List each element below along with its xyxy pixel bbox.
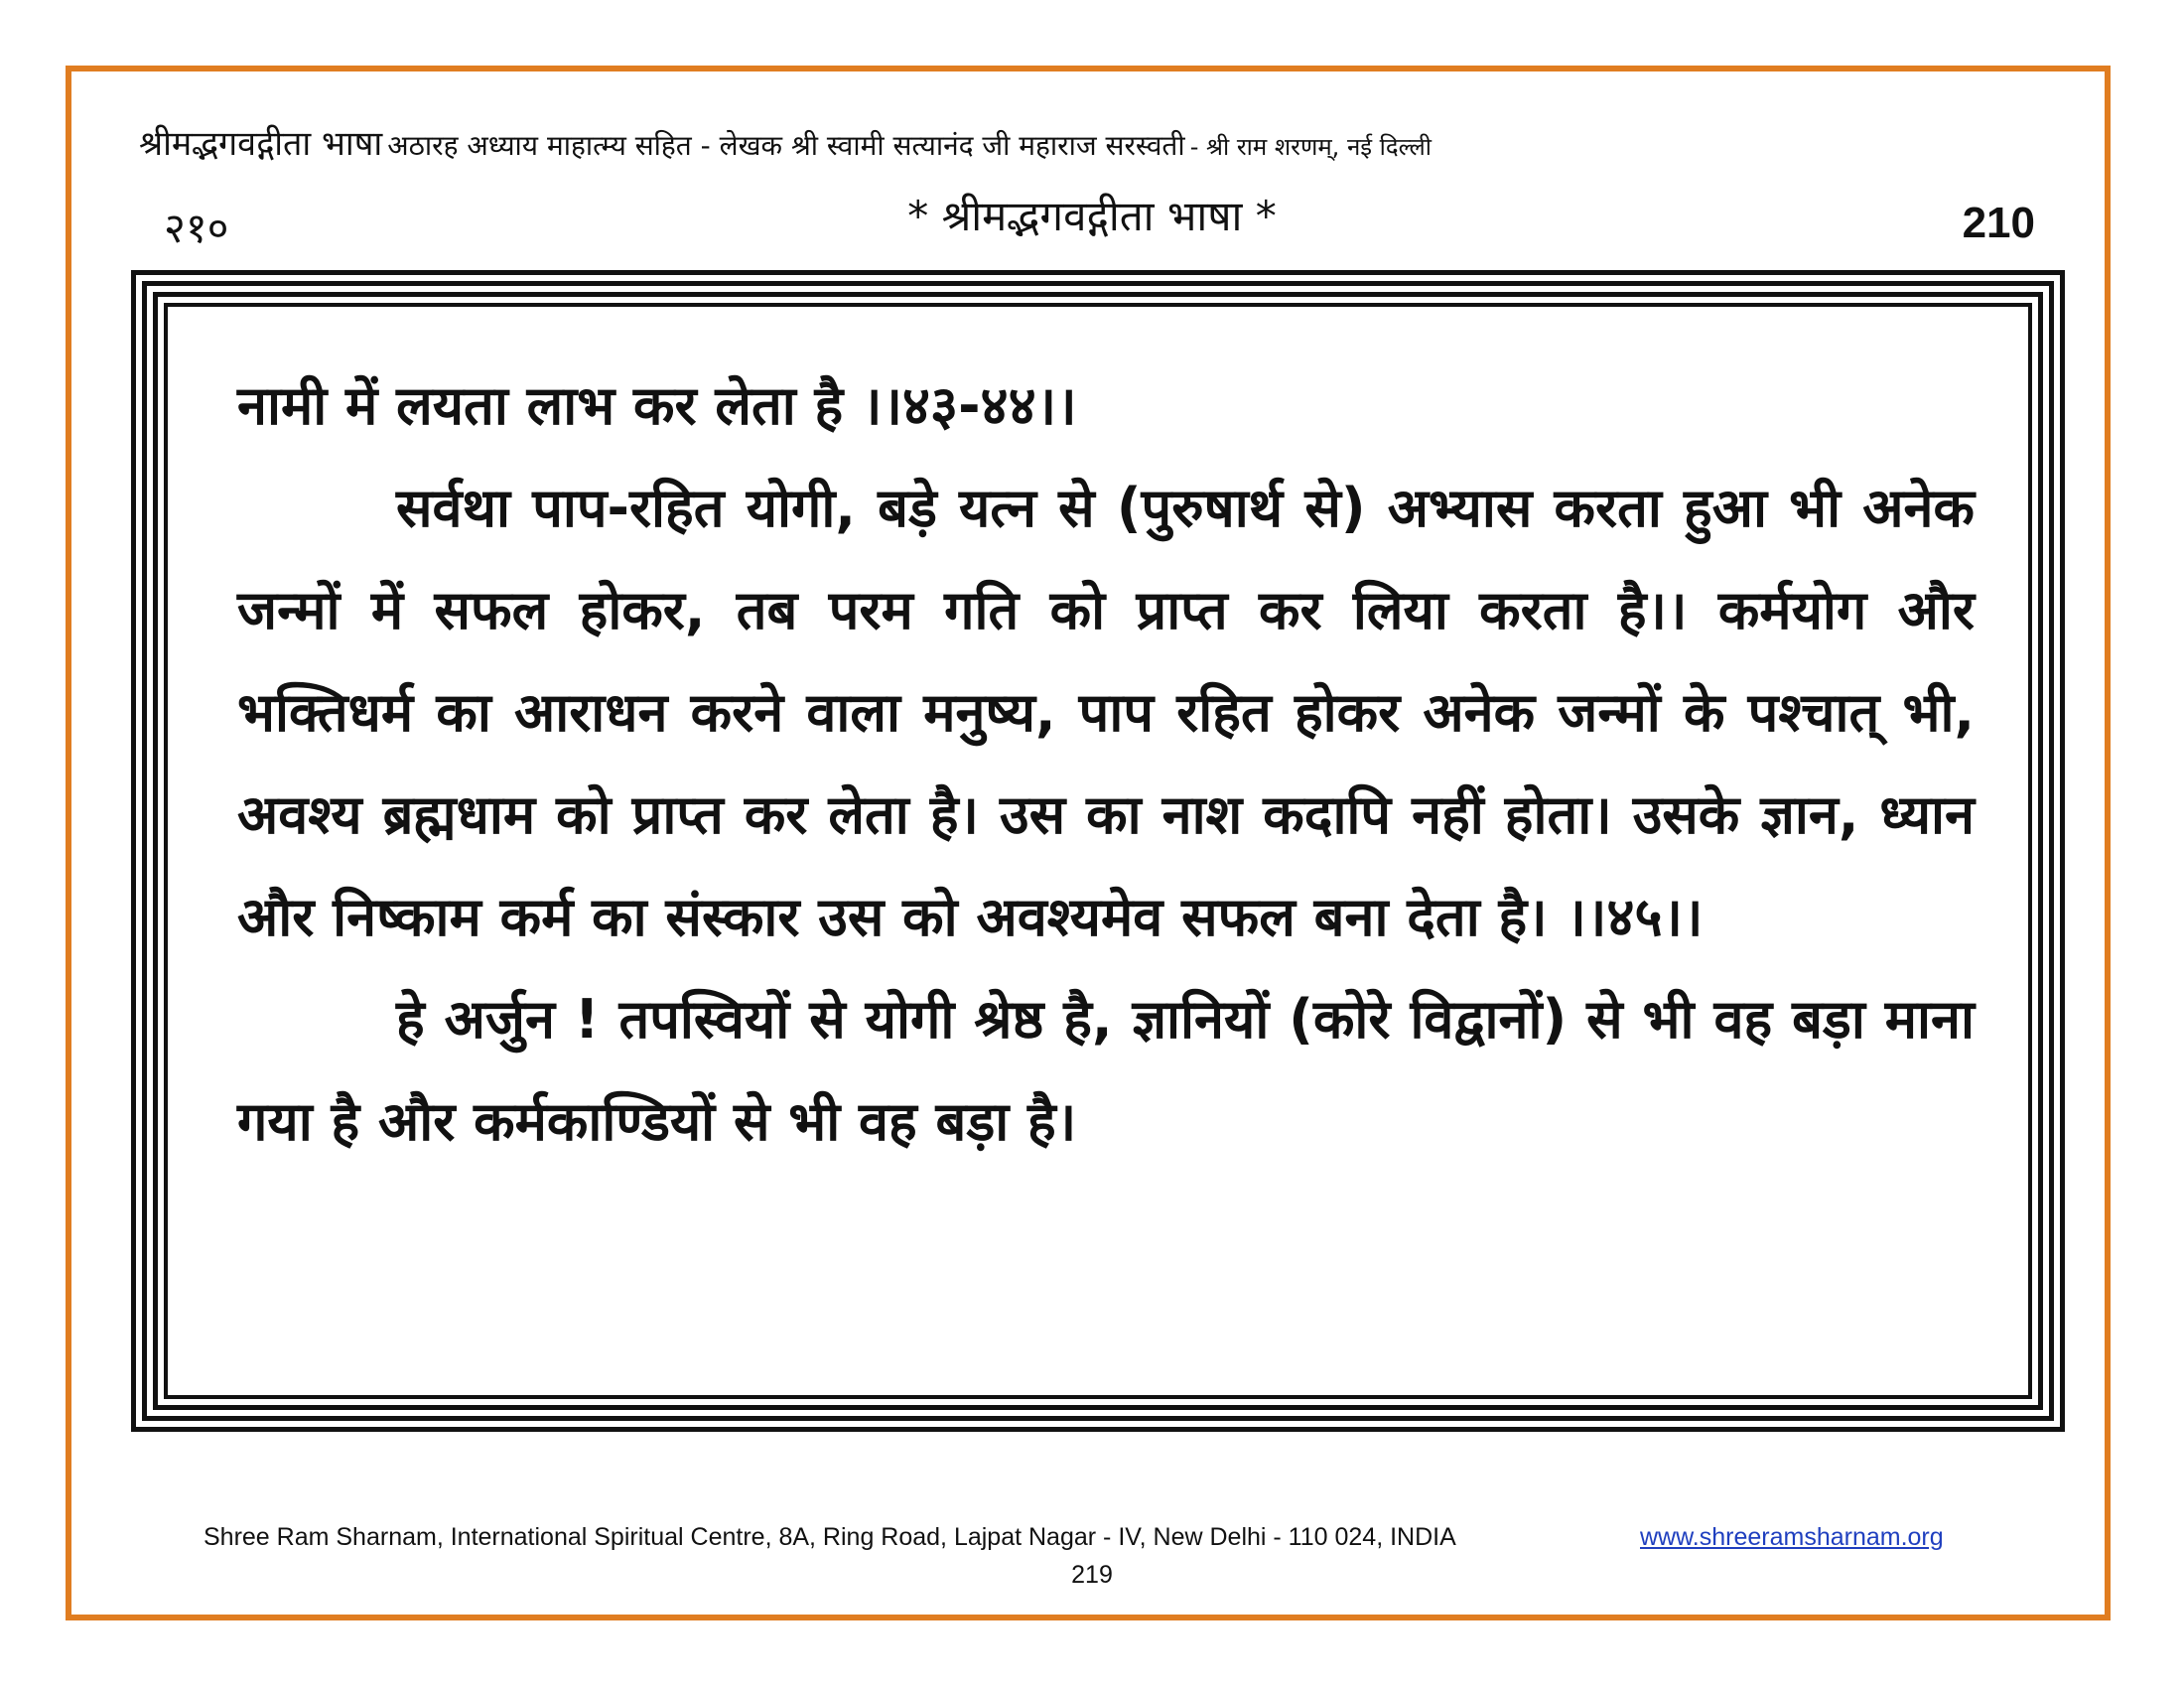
footer-page-number: 219: [1071, 1561, 1113, 1589]
verse-46-commentary: हे अर्जुन ! तपस्वियों से योगी श्रेष्ठ है, ज्ञानियों (कोरे विद्वानों) से भी वह बड़ा माना गया है और कर्मकाण्डियों से भी वह बड़ा है।: [237, 988, 1975, 1153]
publisher-name: - श्री राम शरणम्, नई दिल्ली: [1189, 133, 1432, 161]
document-header: [139, 119, 2045, 165]
footer-address: Shree Ram Sharnam, International Spiritual Centre, 8A, Ring Road, Lajpat Nagar - IV, New Delhi - 110 024, INDIA: [204, 1523, 1456, 1551]
book-subtitle: अठारह अध्याय माहात्म्य सहित - लेखक श्री स्वामी सत्यानंद जी महाराज सरस्वती: [387, 129, 1185, 162]
scripture-frame-inner: [142, 281, 2054, 1421]
book-title: श्रीमद्भगवद्गीता भाषा: [139, 124, 383, 164]
running-title: * श्रीमद्भगवद्गीता भाषा *: [907, 192, 1277, 240]
scripture-frame-inner-2: [153, 292, 2043, 1410]
page-number-arabic: 210: [1962, 199, 2035, 247]
website-link[interactable]: www.shreeramsharnam.org: [1640, 1523, 1944, 1551]
scripture-frame-inner-3: [164, 303, 2032, 1399]
verse-45-commentary: सर्वथा पाप-रहित योगी, बड़े यत्न से (पुरुषार्थ से) अभ्यास करता हुआ भी अनेक जन्मों में सफल होकर, तब परम गति को प्राप्त कर लिया करता है।। कर्मयोग और भक्तिधर्म का आराधन करने वाला मनुष्य, पाप रहित होकर अनेक जन्मों के पश्चात् भी, अवश्य ब्रह्मधाम को प्राप्त कर लेता है। उस का नाश कदापि नहीं होता। उसके ज्ञान, ध्यान और निष्काम कर्म का संस्कार उस को अवश्यमेव सफल बना देता है। ।।४५।।: [237, 477, 1975, 948]
scripture-frame: [131, 270, 2065, 1432]
page-number-devanagari: २१०: [164, 204, 229, 252]
scripture-text: [237, 354, 1975, 1173]
verse-43-44-ending: नामी में लयता लाभ कर लेता है ।।४३-४४।।: [237, 374, 1077, 437]
